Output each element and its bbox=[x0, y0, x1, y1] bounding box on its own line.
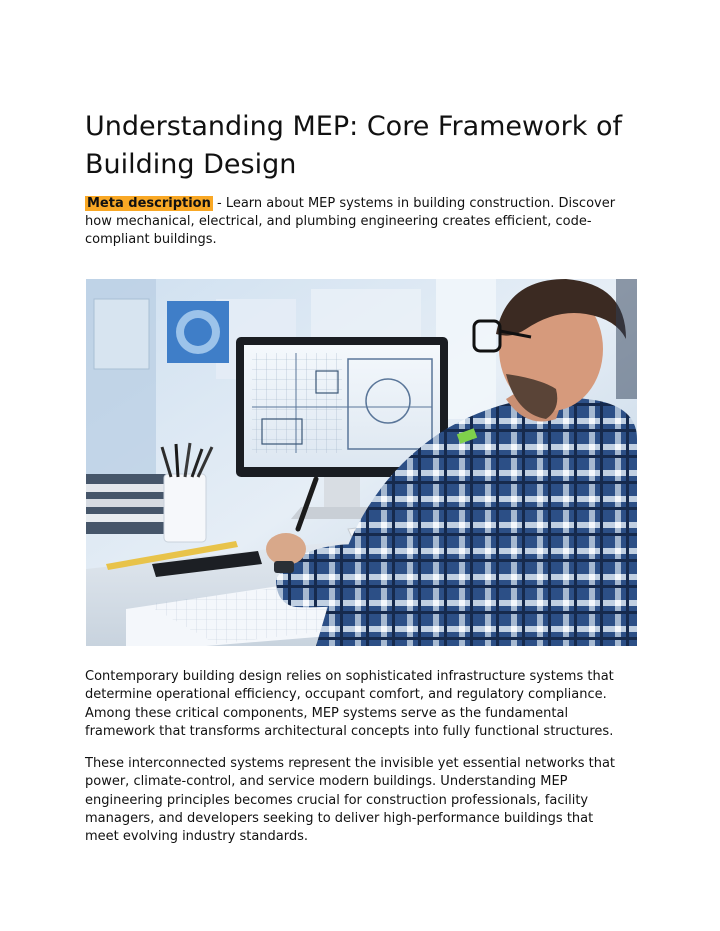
body-paragraph-1: Contemporary building design relies on sophisticated infrastructure systems that determine operational efficiency, occupant comfort, and regulatory compliance. Among these critical components, MEP systems serve as the fundamental framework that transforms architectural concepts into fully functional structures. bbox=[85, 669, 614, 739]
article-title: Understanding MEP: Core Framework of Building Design bbox=[85, 111, 622, 180]
meta-description-text: - Learn about MEP systems in building construction. Discover how mechanical, electrical, and plumbing engineering creates efficient, code-compliant buildings. bbox=[85, 196, 616, 247]
hero-image bbox=[86, 279, 637, 646]
meta-description bbox=[85, 195, 625, 249]
body-paragraph-2: These interconnected systems represent the invisible yet essential networks that power, climate-control, and service modern buildings. Understanding MEP engineering principles becomes crucial for construction professionals, facility managers, and developers seeking to deliver high-performance buildings that meet evolving industry standards. bbox=[85, 756, 616, 845]
meta-description-label: Meta description bbox=[87, 196, 211, 211]
